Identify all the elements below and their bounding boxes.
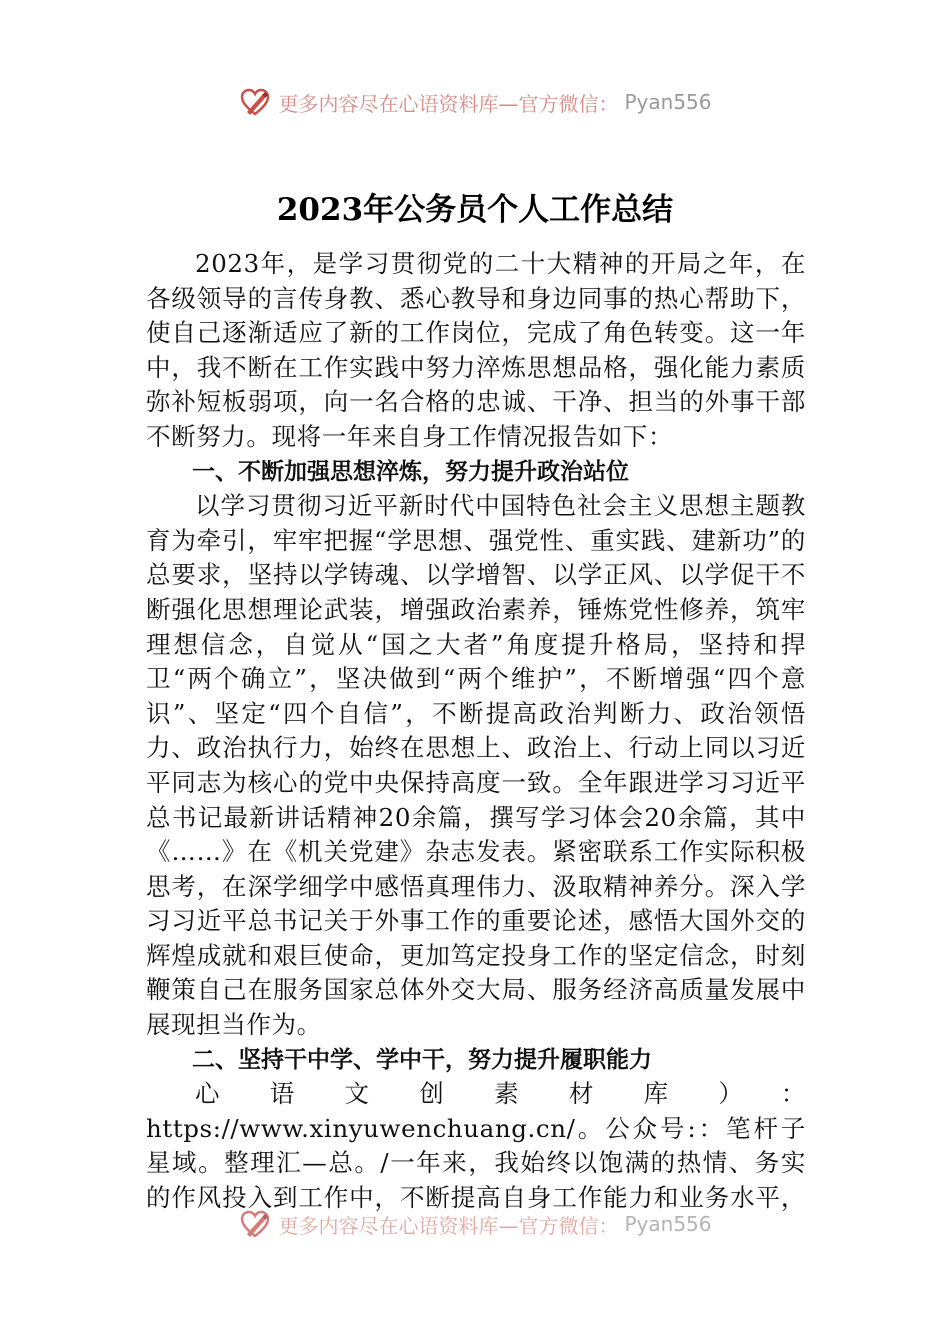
section-2-heading: 二、坚持干中学、学中干，努力提升履职能力 bbox=[192, 1046, 652, 1073]
section-1-heading: 一、不断加强思想淬炼，努力提升政治站位 bbox=[192, 458, 629, 485]
section-1-paragraph: 以学习贯彻习近平新时代中国特色社会主义思想主题教育为牵引，牢牢把握“学思想、强党性、重实践、建新功”的总要求，坚持以学铸魂、以学增智、以学正风、以学促干不断强化思想理论武装，增强政治素养，锤炼党性修养，筑牢理想信念，自觉从“国之大者”角度提升格局，坚持和捍卫“两个确立”，坚决做到“两个维护”，不断增强“四个意识”、坚定“四个自信”，不断提高政治判断力、政治领悟力、政治执行力，始终在思想上、政治上、行动上同以习近平同志为核心的党中央保持高度一致。全年跟进学习习近平总书记最新讲话精神20余篇，撰写学习体会20余篇，其中《……》在《机关党建》杂志发表。紧密联系工作实际积极思考，在深学细学中感悟真理伟力、汲取精神养分。深入学习习近平总书记关于外事工作的重要论述，感悟大国外交的辉煌成就和艰巨使命，更加笃定投身工作的坚定信念，时刻鞭策自己在服务国家总体外交大局、服务经济高质量发展中展现担当作为。 bbox=[146, 491, 806, 1040]
header-watermark bbox=[0, 84, 950, 120]
document-title: 2023年公务员个人工作总结 bbox=[276, 192, 674, 228]
section-2-paragraph: 心语文创素材库）：https://www.xinyuwenchuang.cn/。公众号:：笔杆子星域。整理汇—总。/一年来，我始终以饱满的热情、务实的作风投入到工作中，不断提高自身工作能力和业务水平， bbox=[146, 1079, 806, 1213]
watermark-text: 更多内容尽在心语资料库—官方微信： bbox=[278, 91, 619, 116]
watermark-wechat-id: Pyan556 bbox=[624, 90, 712, 114]
watermark-text: 更多内容尽在心语资料库—官方微信： bbox=[278, 1213, 619, 1238]
document-body bbox=[146, 247, 806, 1214]
intro-paragraph: 2023年，是学习贯彻党的二十大精神的开局之年，在各级领导的言传身教、悉心教导和身边同事的热心帮助下，使自己逐渐适应了新的工作岗位，完成了角色转变。这一年中，我不断在工作实践中努力淬炼思想品格，强化能力素质弥补短板弱项，向一名合格的忠诚、干净、担当的外事干部不断努力。现将一年来自身工作情况报告如下： bbox=[146, 249, 806, 451]
watermark-wechat-id: Pyan556 bbox=[624, 1212, 712, 1236]
pen-heart-logo-icon bbox=[238, 85, 272, 119]
